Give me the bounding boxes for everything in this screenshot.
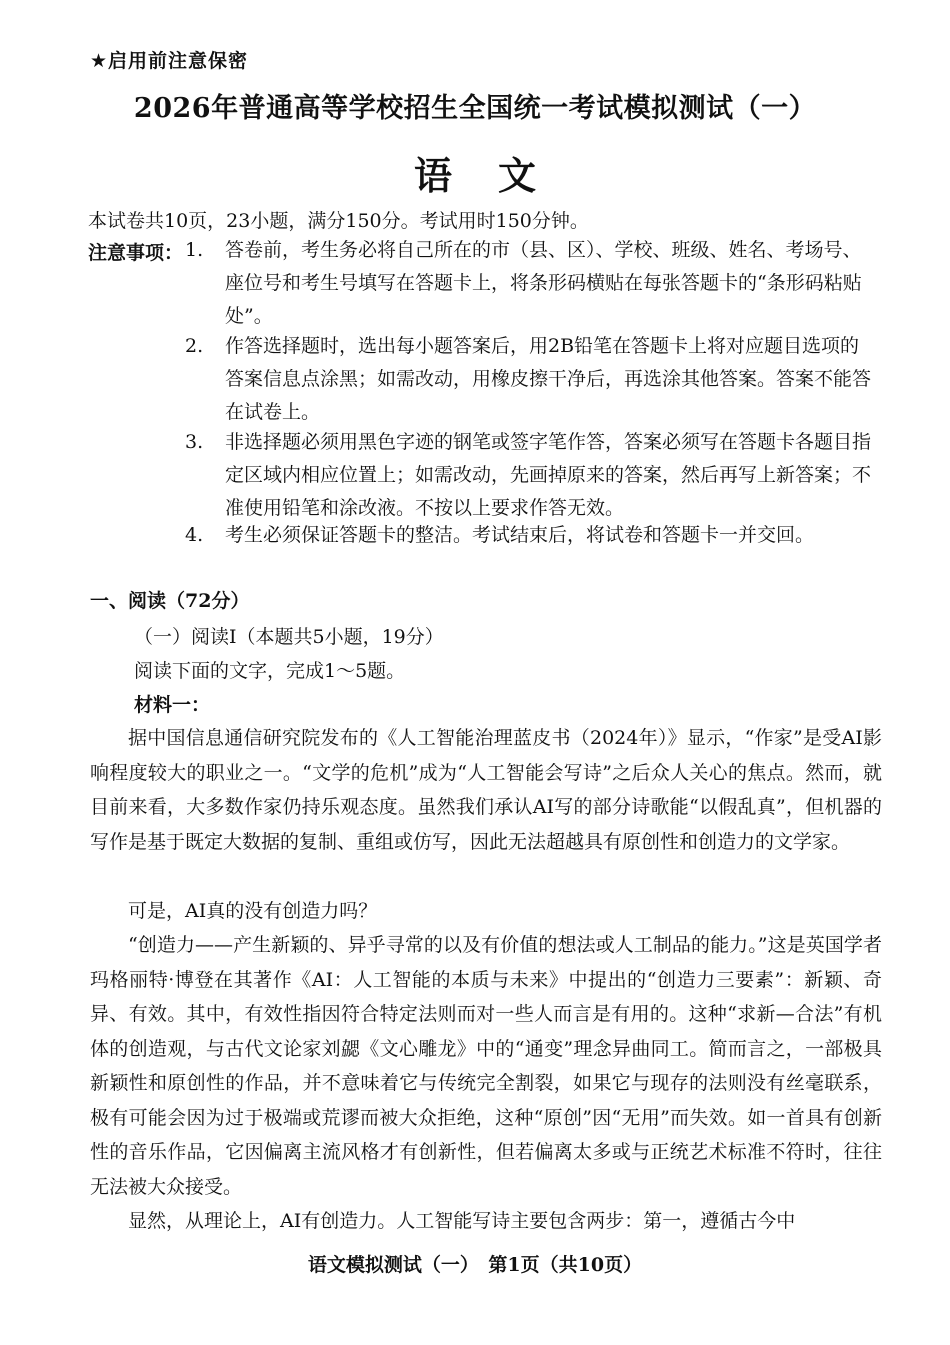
note-text: 答卷前，考生务必将自己所在的市（县、区）、学校、班级、姓名、考场号、座位号和考生号填写在答题卡上，将条形码横贴在每张答题卡的“条形码粘贴处”。 <box>225 239 862 327</box>
section-heading: 一、阅读（72分） <box>90 590 250 612</box>
note-item <box>185 426 875 525</box>
subject-title: 语文 <box>413 153 582 198</box>
material-label: 材料一： <box>134 694 211 716</box>
subsection-heading: （一）阅读Ⅰ（本题共5小题，19分） <box>134 626 444 648</box>
note-number: 2. <box>185 335 204 357</box>
paper-intro: 本试卷共10页，23小题，满分150分。考试用时150分钟。 <box>88 210 589 232</box>
passage-paragraph: “创造力——产生新颖的、异乎寻常的以及有价值的想法或人工制品的能力。”这是英国学者玛格丽特·博登在其著作《AI：人工智能的本质与未来》中提出的“创造力三要素”：新颖、奇异、有效。其中，有效性指因符合特定法则而对一些人而言是有用的。这种“求新—合法”有机体的创造观，与古代文论家刘勰《文心雕龙》中的“通变”理念异曲同工。简而言之，一部极具新颖性和原创性的作品，并不意味着它与传统完全割裂，如果它与现存的法则没有丝毫联系，极有可能会因为过于极端或荒谬而被大众拒绝，这种“原创”因“无用”而失效。如一首具有创新性的音乐作品，它因偏离主流风格才有创新性，但若偏离太多或与正统艺术标准不符时，往往无法被大众接受。 <box>90 934 882 1198</box>
confidential-mark: ★启用前注意保密 <box>90 50 249 72</box>
note-item <box>185 330 875 429</box>
passage-paragraph: 可是，AI真的没有创造力吗？ <box>128 900 378 922</box>
note-text: 非选择题必须用黑色字迹的钢笔或签字笔作答，答案必须写在答题卡各题目指定区域内相应位置上；如需改动，先画掉原来的答案，然后再写上新答案；不准使用铅笔和涂改液。不按以上要求作答无效。 <box>225 431 872 519</box>
passage-paragraph: 显然，从理论上，AI有创造力。人工智能写诗主要包含两步：第一，遵循古今中 <box>128 1210 796 1232</box>
note-text: 作答选择题时，选出每小题答案后，用2B铅笔在答题卡上将对应题目选项的答案信息点涂黑；如需改动，用橡皮擦干净后，再选涂其他答案。答案不能答在试卷上。 <box>225 335 872 423</box>
note-number: 1. <box>185 239 204 261</box>
passage-paragraph: 据中国信息通信研究院发布的《人工智能治理蓝皮书（2024年）》显示，“作家”是受AI影响程度较大的职业之一。“文学的危机”成为“人工智能会写诗”之后众人关心的焦点。然而，就目前来看，大多数作家仍持乐观态度。虽然我们承认AI写的部分诗歌能“以假乱真”，但机器的写作是基于既定大数据的复制、重组或仿写，因此无法超越具有原创性和创造力的文学家。 <box>90 727 882 853</box>
note-number: 3. <box>185 431 204 453</box>
exam-title: 2026年普通高等学校招生全国统一考试模拟测试（一） <box>133 93 817 124</box>
note-item <box>185 519 875 552</box>
note-item <box>185 234 875 333</box>
note-text: 考生必须保证答题卡的整洁。考试结束后，将试卷和答题卡一并交回。 <box>225 524 815 546</box>
notes-label: 注意事项： <box>88 242 184 264</box>
note-number: 4. <box>185 524 204 546</box>
page-footer: 语文模拟测试（一） 第1页（共10页） <box>307 1254 643 1276</box>
reading-instruction: 阅读下面的文字，完成1～5题。 <box>134 660 406 682</box>
